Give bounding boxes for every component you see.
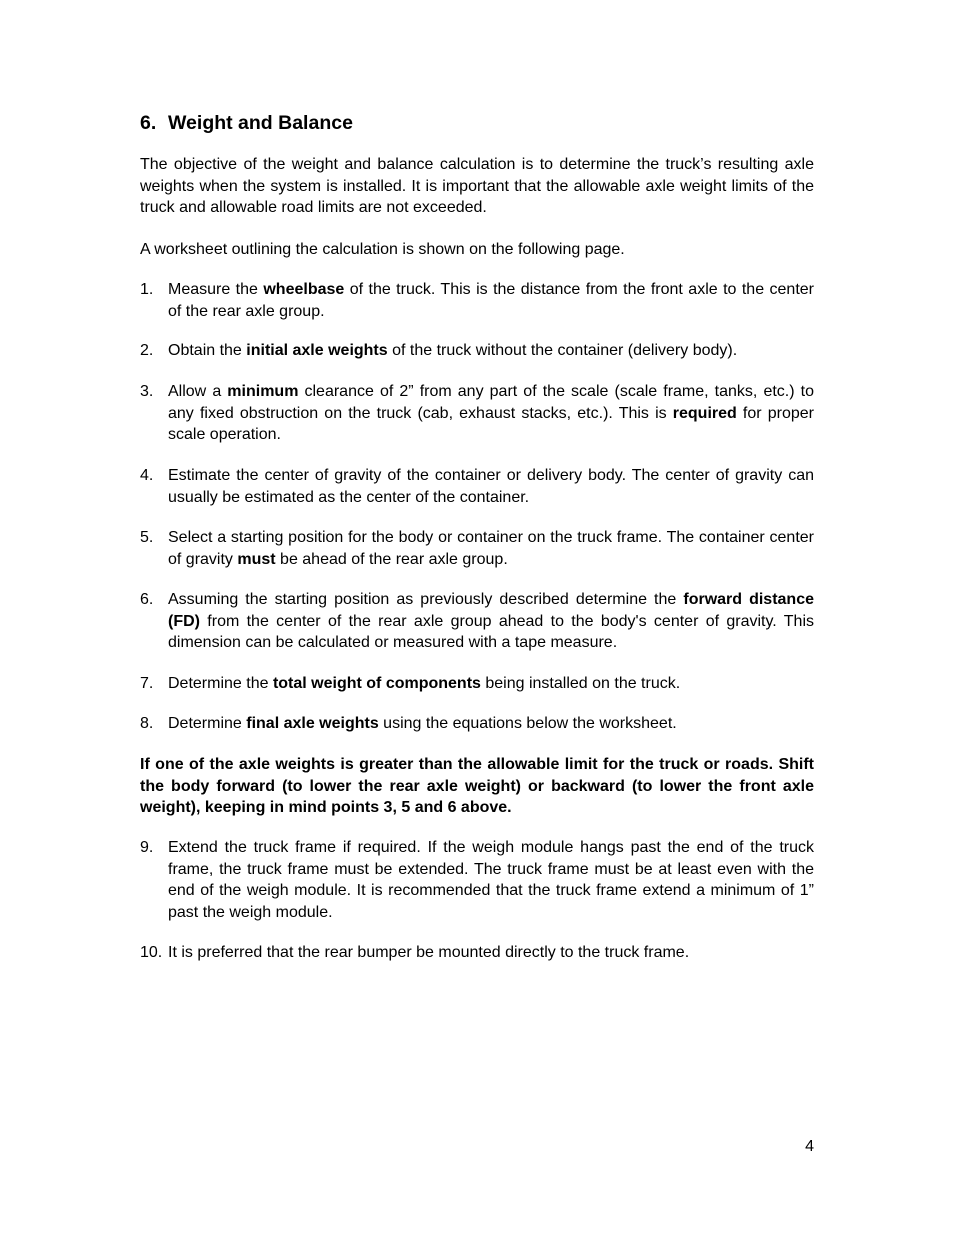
list-number: 2. bbox=[140, 342, 154, 359]
list-text: Select a starting position for the body or container on the truck frame. The container center of gravity must be ahead of the rear axle group. bbox=[168, 529, 814, 568]
page-number: 4 bbox=[805, 1138, 814, 1155]
list-number: 3. bbox=[140, 383, 154, 400]
list-item-1 bbox=[140, 279, 814, 322]
list-number: 9. bbox=[140, 839, 154, 856]
list-item-10 bbox=[140, 942, 814, 964]
list-item-9 bbox=[140, 837, 814, 923]
list-text: Determine the total weight of components being installed on the truck. bbox=[168, 675, 681, 692]
list-item-7 bbox=[140, 673, 814, 695]
list-item-3 bbox=[140, 381, 814, 446]
list-text: It is preferred that the rear bumper be mounted directly to the truck frame. bbox=[168, 944, 690, 961]
list-number: 6. bbox=[140, 591, 154, 608]
list-number: 5. bbox=[140, 529, 154, 546]
list-text: Estimate the center of gravity of the container or delivery body. The center of gravity can usually be estimated as the center of the container. bbox=[168, 467, 814, 506]
section-title: Weight and Balance bbox=[168, 112, 353, 134]
list-text: Measure the wheelbase of the truck. This is the distance from the front axle to the center of the rear axle group. bbox=[168, 281, 814, 320]
list-item-6 bbox=[140, 589, 814, 654]
list-text: Assuming the starting position as previously described determine the forward distance (FD) from the center of the rear axle group ahead to the body's center of gravity. This dimension can be calculated or measured with a tape measure. bbox=[168, 591, 815, 652]
list-number: 1. bbox=[140, 281, 154, 298]
list-number: 7. bbox=[140, 675, 154, 692]
list-item-5 bbox=[140, 527, 814, 570]
list-item-8 bbox=[140, 713, 814, 735]
list-text: Determine final axle weights using the equations below the worksheet. bbox=[168, 715, 677, 732]
warning-paragraph: If one of the axle weights is greater than the allowable limit for the truck or roads. Shift the body forward (to lower the rear axle weight) or backward (to lower the front axle weight), keeping in mind points 3, 5 and 6 above. bbox=[140, 756, 814, 817]
worksheet-note: A worksheet outlining the calculation is shown on the following page. bbox=[140, 241, 625, 258]
section-number: 6. bbox=[140, 112, 157, 134]
list-number: 4. bbox=[140, 467, 154, 484]
list-item-4 bbox=[140, 465, 814, 508]
section-heading bbox=[140, 111, 353, 135]
list-text: Allow a minimum clearance of 2” from any part of the scale (scale frame, tanks, etc.) to any fixed obstruction on the truck (cab, exhaust stacks, etc.). This is required for proper scale operation. bbox=[168, 383, 814, 444]
intro-paragraph: The objective of the weight and balance calculation is to determine the truck’s resulting axle weights when the system is installed. It is important that the allowable axle weight limits of the truck and allowable road limits are not exceeded. bbox=[140, 156, 814, 217]
list-number: 10. bbox=[140, 944, 163, 961]
list-number: 8. bbox=[140, 715, 154, 732]
list-text: Extend the truck frame if required. If the weigh module hangs past the end of the truck frame, the truck frame must be extended. The truck frame must be at least even with the end of the weigh module. It is recommended that the truck frame extend a minimum of 1” past the weigh module. bbox=[168, 839, 814, 921]
list-item-2 bbox=[140, 340, 814, 362]
list-text: Obtain the initial axle weights of the truck without the container (delivery body). bbox=[168, 342, 738, 359]
